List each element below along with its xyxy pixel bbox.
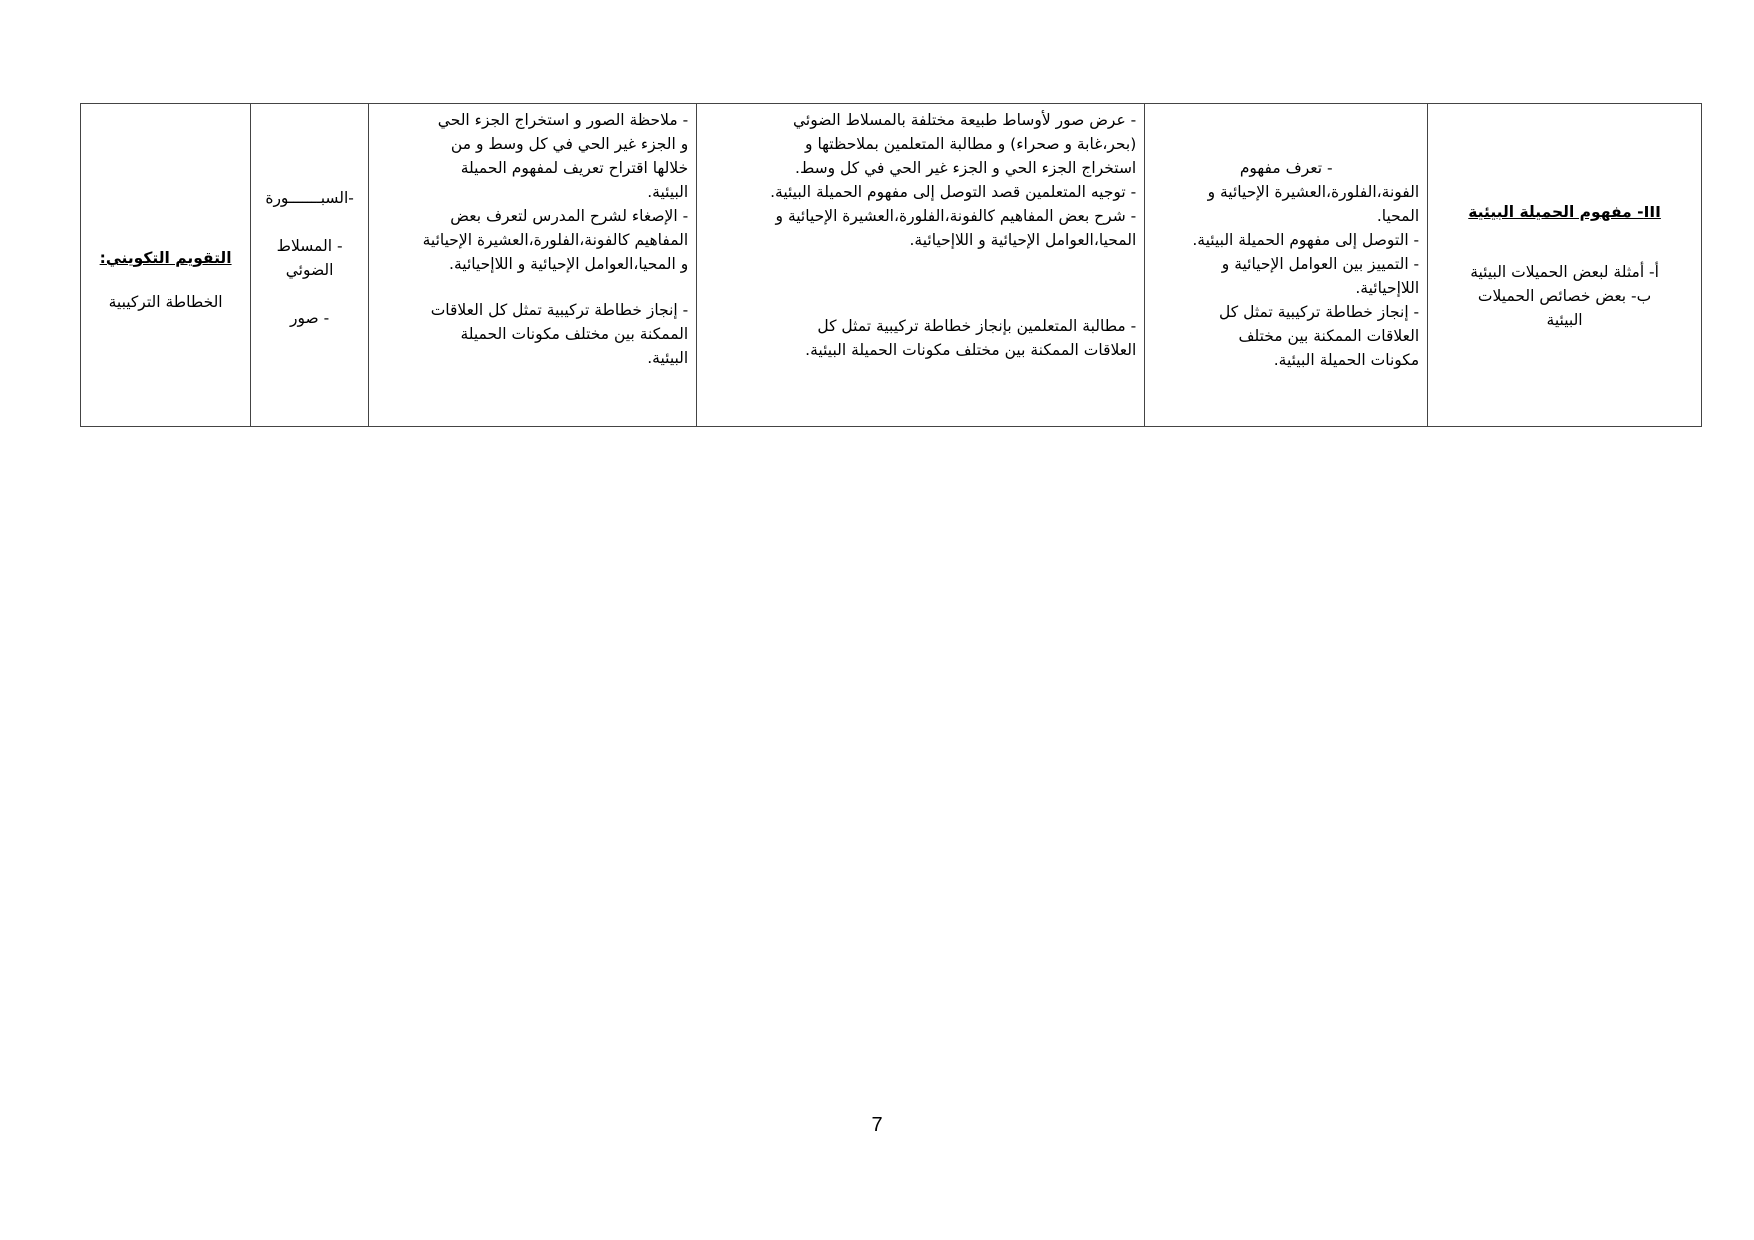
lesson-subitem: ب- بعض خصائص الحميلات — [1477, 287, 1652, 305]
objective-line: - إنجاز خطاطة تركيبية تمثل كل — [1219, 303, 1420, 321]
learner-activity-line: - الإصغاء لشرح المدرس لتعرف بعض — [450, 207, 689, 225]
teacher-activities-cell — [697, 104, 1145, 427]
teacher-activity-line: استخراج الجزء الحي و الجزء غير الحي في كل وسط. — [795, 159, 1137, 177]
evaluation-item: الخطاطة التركيبية — [108, 293, 223, 311]
objective-line: - التمييز بين العوامل الإحيائية و — [1221, 255, 1420, 273]
means-item: -السبـــــــورة — [265, 189, 354, 207]
learner-activity-line: خلالها اقتراح تعريف لمفهوم الحميلة — [460, 159, 689, 177]
objective-line: اللاإحيائية. — [1355, 279, 1420, 297]
objective-line: العلاقات الممكنة بين مختلف — [1238, 327, 1420, 345]
lesson-title-cell — [1428, 104, 1702, 427]
learner-activity-line: - ملاحظة الصور و استخراج الجزء الحي — [437, 111, 689, 129]
means-item: - المسلاط — [276, 237, 343, 255]
teacher-activity-line: - شرح بعض المفاهيم كالفونة،الفلورة،العشيرة الإحيائية و — [775, 207, 1137, 225]
learner-activity-line: - إنجاز خطاطة تركيبية تمثل كل العلاقات — [430, 301, 689, 319]
teacher-activity-line: - مطالبة المتعلمين بإنجاز خطاطة تركيبية تمثل كل — [817, 317, 1137, 335]
learner-activity-line: المفاهيم كالفونة،الفلورة،العشيرة الإحيائية — [422, 231, 689, 249]
learner-activity-line: و الجزء غير الحي في كل وسط و من — [450, 135, 689, 153]
objective-line: - التوصل إلى مفهوم الحميلة البيئية. — [1192, 231, 1420, 249]
lesson-heading: III- مفهوم الحميلة البيئية — [1468, 203, 1661, 221]
objective-line: الفونة،الفلورة،العشيرة الإحيائية و — [1207, 183, 1420, 201]
learner-activity-line: الممكنة بين مختلف مكونات الحميلة — [460, 325, 689, 343]
learner-activities-cell — [369, 104, 697, 427]
learner-activity-line: البيئية. — [647, 349, 689, 367]
lesson-table — [80, 103, 1702, 427]
means-cell — [251, 104, 369, 427]
teacher-activity-line: (بحر،غابة و صحراء) و مطالبة المتعلمين بملاحظتها و — [805, 135, 1137, 153]
lesson-subitem: البيئية — [1546, 311, 1583, 329]
lesson-subitem: أ- أمثلة لبعض الحميلات البيئية — [1470, 263, 1659, 281]
teacher-activity-line: المحيا،العوامل الإحيائية و اللاإحيائية. — [909, 231, 1137, 249]
objective-line: المحيا. — [1376, 207, 1420, 225]
means-item: الضوئي — [285, 261, 334, 279]
objective-line: - تعرف مفهوم — [1239, 159, 1333, 177]
learner-activity-line: و المحيا،العوامل الإحيائية و اللاإحيائية. — [449, 255, 689, 273]
table-row — [81, 104, 1702, 427]
teacher-activity-line: - توجيه المتعلمين قصد التوصل إلى مفهوم الحميلة البيئية. — [770, 183, 1137, 201]
evaluation-cell — [81, 104, 251, 427]
teacher-activity-line: العلاقات الممكنة بين مختلف مكونات الحميلة البيئية. — [805, 341, 1137, 359]
objectives-cell — [1145, 104, 1428, 427]
objective-line: مكونات الحميلة البيئية. — [1273, 351, 1420, 369]
teacher-activity-line: - عرض صور لأوساط طبيعة مختلفة بالمسلاط الضوئي — [793, 111, 1137, 129]
page-number: 7 — [871, 1114, 883, 1136]
learner-activity-line: البيئية. — [647, 183, 689, 201]
evaluation-heading: التقويم التكويني: — [99, 249, 232, 267]
means-item: - صور — [290, 309, 330, 327]
